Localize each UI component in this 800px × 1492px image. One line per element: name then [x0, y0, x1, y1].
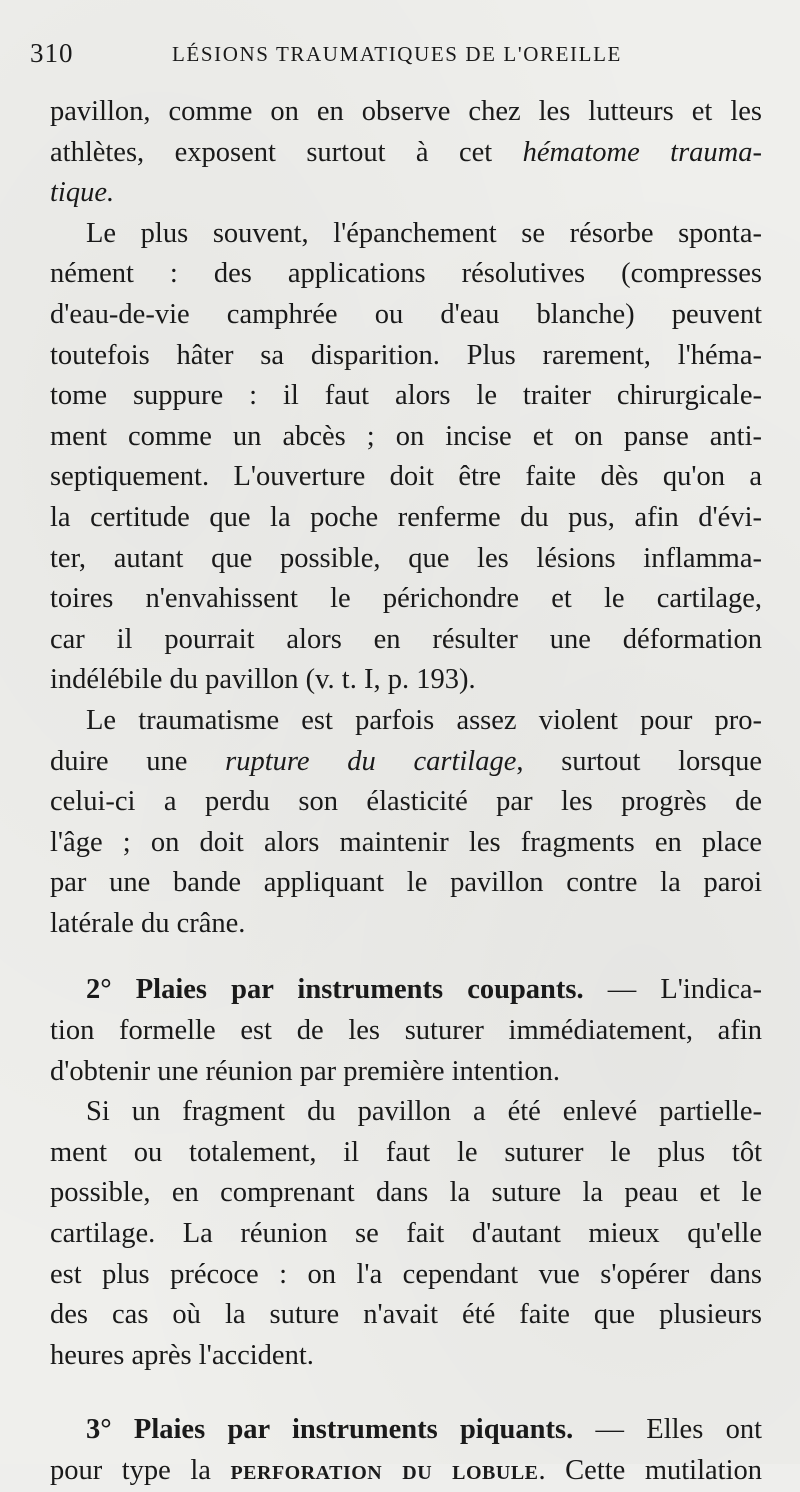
text-line: possible, en comprenant dans la suture la peau et le — [50, 1177, 762, 1209]
text-run: — Elles ont — [573, 1414, 763, 1446]
section-heading: 3° Plaies par instruments piquants. — [86, 1414, 574, 1446]
page-header — [30, 38, 770, 78]
text-line: toutefois hâter sa disparition. Plus rarement, l'héma- — [50, 339, 762, 371]
text-line — [50, 970, 762, 1011]
text-run: athlètes, exposent surtout à cet — [50, 136, 523, 168]
text-line: ter, autant que possible, que les lésions inflamma- — [50, 542, 762, 574]
text-line: la certitude que la poche renferme du pus, afin d'évi- — [50, 501, 762, 533]
text-line: heures après l'accident. — [50, 1339, 314, 1371]
text-run: duire une — [50, 745, 226, 777]
section-gap — [50, 944, 762, 970]
text-line: ment comme un abcès ; on incise et on panse anti- — [50, 420, 762, 452]
text-line: l'âge ; on doit alors maintenir les fragments en place — [50, 826, 762, 858]
running-head: LÉSIONS TRAUMATIQUES DE L'OREILLE — [172, 42, 622, 66]
text-line: car il pourrait alors en résulter une déformation — [50, 623, 762, 655]
text-line: cartilage. La réunion se fait d'autant mieux qu'elle — [50, 1218, 762, 1250]
text-line: par une bande appliquant le pavillon contre la paroi — [50, 867, 762, 899]
text-line — [50, 1451, 762, 1492]
text-line: celui-ci a perdu son élasticité par les progrès de — [50, 786, 762, 818]
text-line: des cas où la suture n'avait été faite que plusieurs — [50, 1299, 762, 1331]
text-line: septiquement. L'ouverture doit être faite dès qu'on a — [50, 461, 762, 493]
text-line — [50, 742, 762, 783]
text-line — [50, 133, 762, 174]
section-heading: 2° Plaies par instruments coupants. — [86, 974, 584, 1006]
text-run: . Cette mutilation — [538, 1455, 762, 1486]
text-line: pavillon, comme on en observe chez les lutteurs et les — [50, 96, 762, 127]
text-line: latérale du crâne. — [50, 907, 246, 939]
italic-term: hématome trauma- — [522, 136, 763, 168]
text-run: pour type la — [50, 1455, 231, 1486]
page-number: 310 — [30, 38, 74, 68]
italic-term: tique. — [50, 177, 115, 209]
text-line: d'obtenir une réunion par première intention. — [50, 1055, 561, 1087]
text-run: — L'indica- — [583, 974, 763, 1006]
text-line: Le plus souvent, l'épanchement se résorbe sponta- — [86, 217, 762, 249]
section-gap — [50, 1376, 762, 1410]
text-line: Si un fragment du pavillon a été enlevé partielle- — [86, 1096, 762, 1128]
text-line: indélébile du pavillon (v. t. I, p. 193). — [50, 664, 476, 696]
text-line: nément : des applications résolutives (compresses — [50, 258, 762, 290]
body-text — [50, 92, 762, 1492]
text-line: ment ou totalement, il faut le suturer le plus tôt — [50, 1136, 762, 1168]
text-line: tion formelle est de les suturer immédiatement, afin — [50, 1015, 762, 1047]
bold-term: perforation du lobule — [230, 1455, 539, 1486]
text-line: Le traumatisme est parfois assez violent pour pro- — [86, 704, 762, 736]
text-line: d'eau-de-vie camphrée ou d'eau blanche) peuvent — [50, 298, 762, 330]
text-line: toires n'envahissent le périchondre et le cartilage, — [50, 583, 762, 615]
text-run: , surtout lorsque — [516, 745, 762, 777]
text-line — [50, 173, 762, 214]
text-line: est plus précoce : on l'a cependant vue s'opérer dans — [50, 1258, 762, 1290]
italic-term: rupture du cartilage — [225, 745, 517, 777]
text-line — [50, 1410, 762, 1451]
text-line: tome suppure : il faut alors le traiter chirurgicale- — [50, 380, 762, 412]
